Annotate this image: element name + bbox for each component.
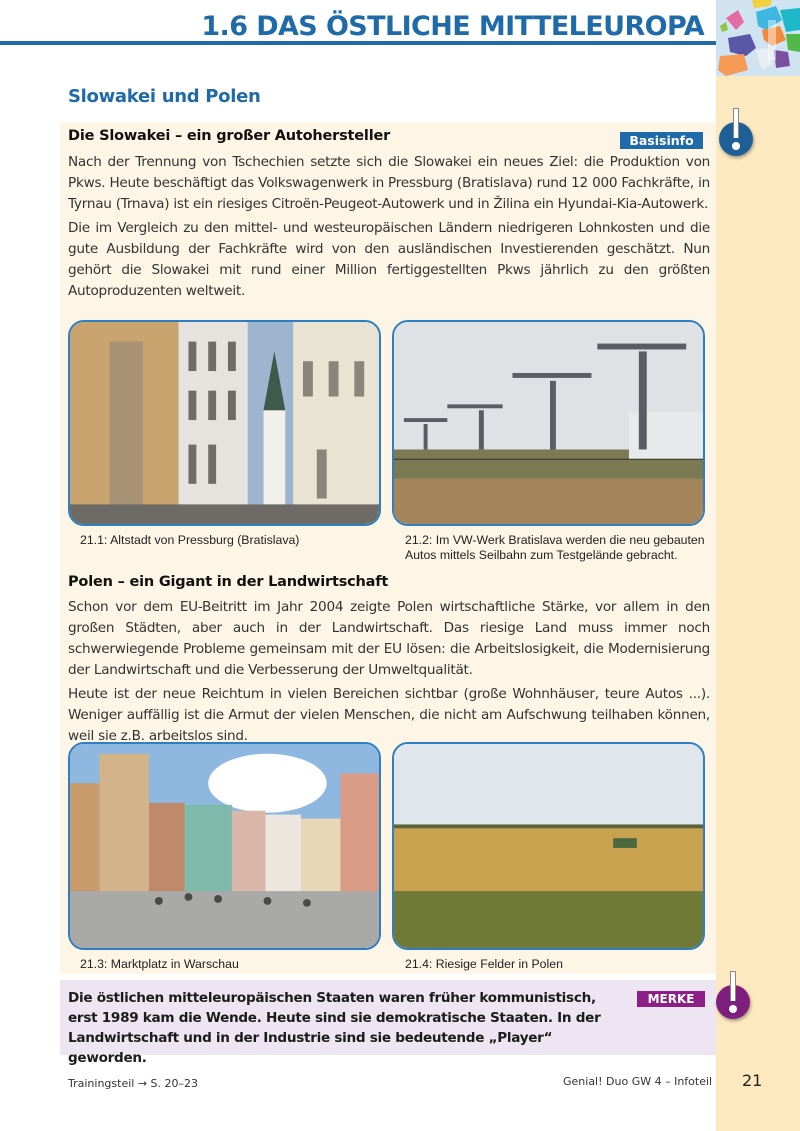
paragraph-polen-2: Heute ist der neue Reichtum in vielen Bereichen sichtbar (große Wohnhäuser, teure Autos ...). Weniger auffällig ist die Armut der vielen Menschen, die nicht am Aufschwung teilhaben können, weil sie z.B. arbeitslos sind. bbox=[68, 686, 710, 744]
merke-text: Die östlichen mitteleuropäischen Staaten waren früher kommunistisch, erst 1989 kam die Wende. Heute sind sie demokratische Staaten. In der Landwirtschaft und in der Industrie sind sie bedeutende „Player“ geworden. bbox=[68, 990, 601, 1066]
market-square-photo bbox=[68, 742, 381, 950]
merke-box bbox=[60, 980, 716, 1066]
paragraph-polen-1: Schon vor dem EU-Beitritt im Jahr 2004 zeigte Polen wirtschaftliche Stärke, vor allem in den großen Städten, aber auch in der Landwirtschaft. Das riesige Land muss immer noch schwerwiegende Probleme gemeinsam mit der EU lösen: die Arbeitslosigkeit, die Modernisierung der Landwirtschaft und die Verbesserung der Umweltqualität. bbox=[68, 599, 710, 678]
europe-map-icon bbox=[716, 0, 800, 76]
old-town-street-photo bbox=[68, 320, 381, 526]
slowakei-heading: Die Slowakei – ein großer Autohersteller bbox=[68, 128, 391, 144]
page-number: 21 bbox=[742, 1071, 763, 1090]
chapter-title: 1.6 DAS ÖSTLICHE MITTELEUROPA bbox=[201, 11, 704, 42]
photo-caption-21-4: 21.4: Riesige Felder in Polen bbox=[405, 957, 563, 971]
page-margin-sidebar bbox=[716, 0, 800, 1131]
basisinfo-box bbox=[60, 122, 716, 974]
footer-training-reference: Trainingsteil → S. 20–23 bbox=[68, 1077, 199, 1090]
polen-heading: Polen – ein Gigant in der Landwirtschaft bbox=[68, 574, 389, 590]
paragraph-slowakei-2: Die im Vergleich zu den mittel- und westeuropäischen Ländern niedrigeren Lohnkosten und die gute Ausbildung der Fachkräfte wird von den ausländischen Investierenden geschätzt. Nun gehört die Slowakei mit rund einer Million fertiggestellten Pkws jährlich zu den größten Autoproduzenten weltweit. bbox=[68, 220, 710, 299]
basisinfo-exclamation-icon bbox=[719, 122, 753, 156]
field-landscape-photo bbox=[392, 742, 705, 950]
basisinfo-badge: Basisinfo bbox=[620, 132, 703, 149]
merke-badge: MERKE bbox=[637, 991, 705, 1007]
photo-caption-21-3: 21.3: Marktplatz in Warschau bbox=[80, 957, 239, 971]
cable-car-factory-photo bbox=[392, 320, 705, 526]
merke-exclamation-icon bbox=[716, 985, 750, 1019]
paragraph-slowakei-1: Nach der Trennung von Tschechien setzte sich die Slowakei ein neues Ziel: die Produktion von Pkws. Heute beschäftigt das Volkswagenwerk in Pressburg (Bratislava) rund 12 000 Fachkräfte, in Tyrnau (Trnava) ist ein riesiges Citroën-Peugeot-Autowerk und in Žilina ein Hyundai-Kia-Autowerk. bbox=[68, 154, 710, 212]
photo-caption-21-1: 21.1: Altstadt von Pressburg (Bratislava) bbox=[80, 533, 300, 547]
photo-caption-21-2: 21.2: Im VW-Werk Bratislava werden die neu gebauten Autos mittels Seilbahn zum Testgelände gebracht. bbox=[405, 533, 705, 562]
footer-book-title: Genial! Duo GW 4 – Infoteil bbox=[563, 1075, 713, 1088]
section-title: Slowakei und Polen bbox=[68, 86, 261, 107]
